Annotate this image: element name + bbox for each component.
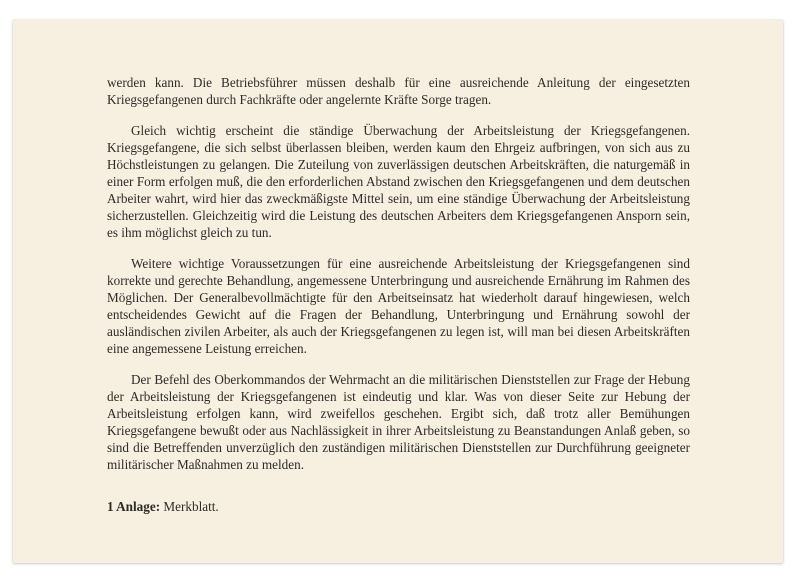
paragraph-1: werden kann. Die Betriebsführer müssen deshalb für eine ausreichende Anleitung der eingesetzten Kriegsgefangenen durch Fachkräfte oder angelernte Kräfte Sorge tragen. — [107, 75, 690, 107]
attachment-label: 1 Anlage: — [107, 499, 161, 514]
document-body — [107, 74, 690, 487]
paragraph-4: Der Befehl des Oberkommandos der Wehrmacht an die militärischen Dienststellen zur Frage der Hebung der Arbeitsleistung der Kriegsgefangenen ist eindeutig und klar. Was von dieser Seite zur Hebung der Arbeitsleistung erfolgen kann, wird zweifellos geschehen. Ergibt sich, daß trotz aller Bemühungen Kriegsgefangene bewußt oder aus Nachlässigkeit in ihrer Arbeitsleistung zu Beanstandungen Anlaß geben, so sind die Betreffenden unverzüglich den zuständigen militärischen Dienststellen zur Durchführung geeigneter militärischer Maßnahmen zu melden. — [107, 372, 690, 472]
attachment-value: Merkblatt. — [163, 499, 219, 514]
paragraph-2: Gleich wichtig erscheint die ständige Überwachung der Arbeitsleistung der Kriegsgefangenen. Kriegsgefangene, die sich selbst überlassen bleiben, werden kaum den Ehrgeiz aufbringen, von sich aus zu Höchstleistungen zu gelangen. Die Zuteilung von zuverlässigen deutschen Arbeitskräften, die naturgemäß in einer Form erfolgen muß, die den erforderlichen Abstand zwischen den Kriegsgefangenen und dem deutschen Arbeiter wahrt, wird hier das zweckmäßigste Mittel sein, um eine ständige Überwachung der Arbeitsleistung sicherzustellen. Gleichzeitig wird die Leistung des deutschen Arbeiters dem Kriegsgefangenen Ansporn sein, es ihm möglichst gleich zu tun. — [107, 123, 690, 240]
attachment-line — [107, 498, 219, 515]
paragraph-3: Weitere wichtige Voraussetzungen für eine ausreichende Arbeitsleistung der Kriegsgefangenen sind korrekte und gerechte Behandlung, angemessene Unterbringung und ausreichende Ernährung im Rahmen des Möglichen. Der Generalbevollmächtigte für den Arbeitseinsatz hat wiederholt darauf hingewiesen, welch entscheidendes Gewicht auf die Fragen der Behandlung, Unterbringung und Ernährung sowohl der ausländischen zivilen Arbeiter, als auch der Kriegsgefangenen zu legen ist, will man bei diesen Arbeitskräften eine angemessene Leistung erreichen. — [107, 256, 690, 356]
